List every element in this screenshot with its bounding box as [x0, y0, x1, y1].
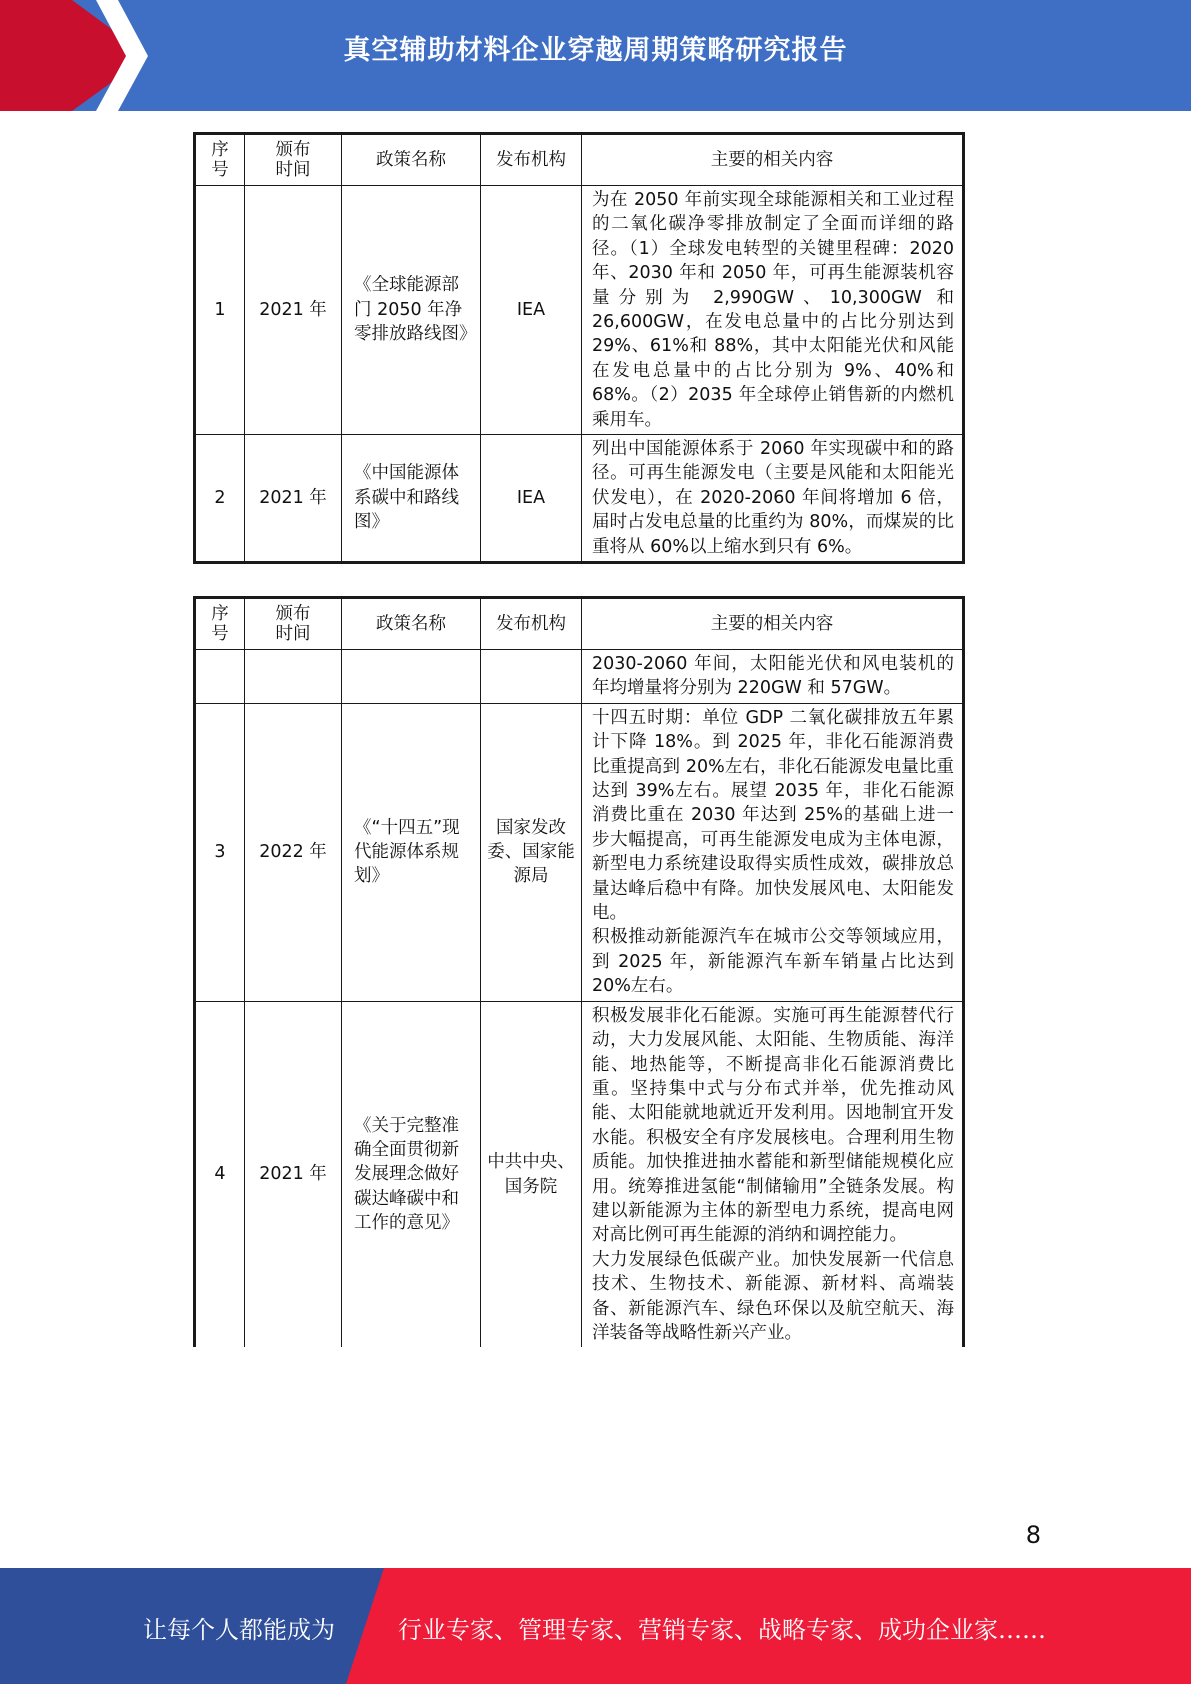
content-paragraph: 列出中国能源体系于 2060 年实现碳中和的路径。可再生能源发电（主要是风能和太阳能光伏发电），在 2020-2060 年间将增加 6 倍，届时占发电总量的比重约为 80%，而煤炭的比重将从 60%以上缩水到只有 6%。: [592, 439, 954, 557]
issuer-cell: IEA: [481, 186, 582, 435]
column-header-content: 主要的相关内容: [582, 134, 964, 186]
col-date-line1: 颁布: [275, 604, 311, 624]
content-paragraph: 积极发展非化石能源。实施可再生能源替代行动，大力发展风能、太阳能、生物质能、海洋能、地热能等，不断提高非化石能源消费比重。坚持集中式与分布式并举，优先推动风能、太阳能就地就近开发利用。因地制宜开发水能。积极安全有序发展核电。合理利用生物质能。加快推进抽水蓄能和新型储能规模化应用。统筹推进氢能“制储输用”全链条发展。构建以新能源为主体的新型电力系统，提高电网对高比例可再生能源的消纳和调控能力。: [592, 1005, 954, 1246]
row-number-cell: 3: [195, 703, 245, 1001]
col-no-line1: 序: [211, 140, 229, 160]
content-cell: [582, 650, 964, 704]
row-number-cell: [195, 650, 245, 704]
table-row: [195, 650, 964, 704]
table-row: [195, 435, 964, 563]
column-header-no: [195, 134, 245, 186]
table-row: [195, 1001, 964, 1347]
issue-year-cell: 2021 年: [245, 435, 342, 563]
row-number-cell: 1: [195, 186, 245, 435]
policy-name-cell: 《关于完整准确全面贯彻新发展理念做好碳达峰碳中和工作的意见》: [342, 1001, 481, 1347]
col-date-line2: 时间: [275, 624, 311, 644]
column-header-content: 主要的相关内容: [582, 598, 964, 650]
table-row: [195, 703, 964, 1001]
footer-slogan-right: 行业专家、管理专家、营销专家、战略专家、成功企业家……: [398, 1616, 1046, 1644]
col-date-line2: 时间: [275, 160, 311, 180]
content-paragraph: 十四五时期：单位 GDP 二氧化碳排放五年累计下降 18%。到 2025 年，非化石能源消费比重提高到 20%左右，非化石能源发电量比重达到 39%左右。展望 2035 年，非化石能源消费比重在 2030 年达到 25%的基础上进一步大幅提高，可再生能源发电成为主体电源，新型电力系统建设取得实质性成效，碳排放总量达峰后稳中有降。加快发展风电、太阳能发电。: [592, 707, 954, 924]
policy-name-cell: 《中国能源体系碳中和路线图》: [342, 435, 481, 563]
issue-year-cell: 2021 年: [245, 1001, 342, 1347]
policy-name-cell: 《“十四五”现代能源体系规划》: [342, 703, 481, 1001]
issue-year-cell: 2021 年: [245, 186, 342, 435]
issue-year-cell: [245, 650, 342, 704]
row-number-cell: 2: [195, 435, 245, 563]
table-row: [195, 186, 964, 435]
page-footer: [0, 1568, 1191, 1684]
issuer-cell: IEA: [481, 435, 582, 563]
column-header-date: [245, 134, 342, 186]
col-no-line2: 号: [211, 624, 229, 644]
col-no-line2: 号: [211, 160, 229, 180]
col-no-line1: 序: [211, 604, 229, 624]
col-date-line1: 颁布: [275, 140, 311, 160]
column-header-policy-name: 政策名称: [342, 598, 481, 650]
footer-slogan-left: 让每个人都能成为: [143, 1616, 335, 1644]
content-paragraph: 积极推动新能源汽车在城市公交等领域应用，到 2025 年，新能源汽车新车销量占比达到 20%左右。: [592, 927, 954, 997]
column-header-issuer: 发布机构: [481, 134, 582, 186]
page-number: 8: [1025, 1521, 1041, 1549]
report-title: 真空辅助材料企业穿越周期策略研究报告: [343, 35, 848, 66]
content-cell: [582, 1001, 964, 1347]
column-header-date: [245, 598, 342, 650]
issuer-cell: 国家发改委、国家能源局: [481, 703, 582, 1001]
policy-name-cell: 《全球能源部门 2050 年净零排放路线图》: [342, 186, 481, 435]
issuer-cell: 中共中央、国务院: [481, 1001, 582, 1347]
policy-table-2: [193, 596, 965, 1347]
content-cell: [582, 703, 964, 1001]
policy-name-cell: [342, 650, 481, 704]
column-header-no: [195, 598, 245, 650]
policy-table-1: [193, 132, 965, 564]
content-cell: [582, 435, 964, 563]
column-header-issuer: 发布机构: [481, 598, 582, 650]
row-number-cell: 4: [195, 1001, 245, 1347]
content-paragraph: 2030-2060 年间，太阳能光伏和风电装机的年均增量将分别为 220GW 和 57GW。: [592, 654, 954, 699]
table-header-row: [195, 598, 964, 650]
column-header-policy-name: 政策名称: [342, 134, 481, 186]
content-paragraph: 大力发展绿色低碳产业。加快发展新一代信息技术、生物技术、新能源、新材料、高端装备、新能源汽车、绿色环保以及航空航天、海洋装备等战略性新兴产业。: [592, 1249, 954, 1343]
page-header: [0, 0, 1191, 111]
content-cell: [582, 186, 964, 435]
table-header-row: [195, 134, 964, 186]
content-paragraph: 为在 2050 年前实现全球能源相关和工业过程的二氧化碳净零排放制定了全面而详细的路径。（1）全球发电转型的关键里程碑：2020 年、2030 年和 2050 年，可再生能源装机容量分别为 2,990GW、10,300GW 和 26,600GW，在发电总量中的占比分别达到 29%、61%和 88%，其中太阳能光伏和风能在发电总量中的占比分别为 9%、40%和 68%。（2）2035 年全球停止销售新的内燃机乘用车。: [592, 190, 954, 430]
issue-year-cell: 2022 年: [245, 703, 342, 1001]
issuer-cell: [481, 650, 582, 704]
